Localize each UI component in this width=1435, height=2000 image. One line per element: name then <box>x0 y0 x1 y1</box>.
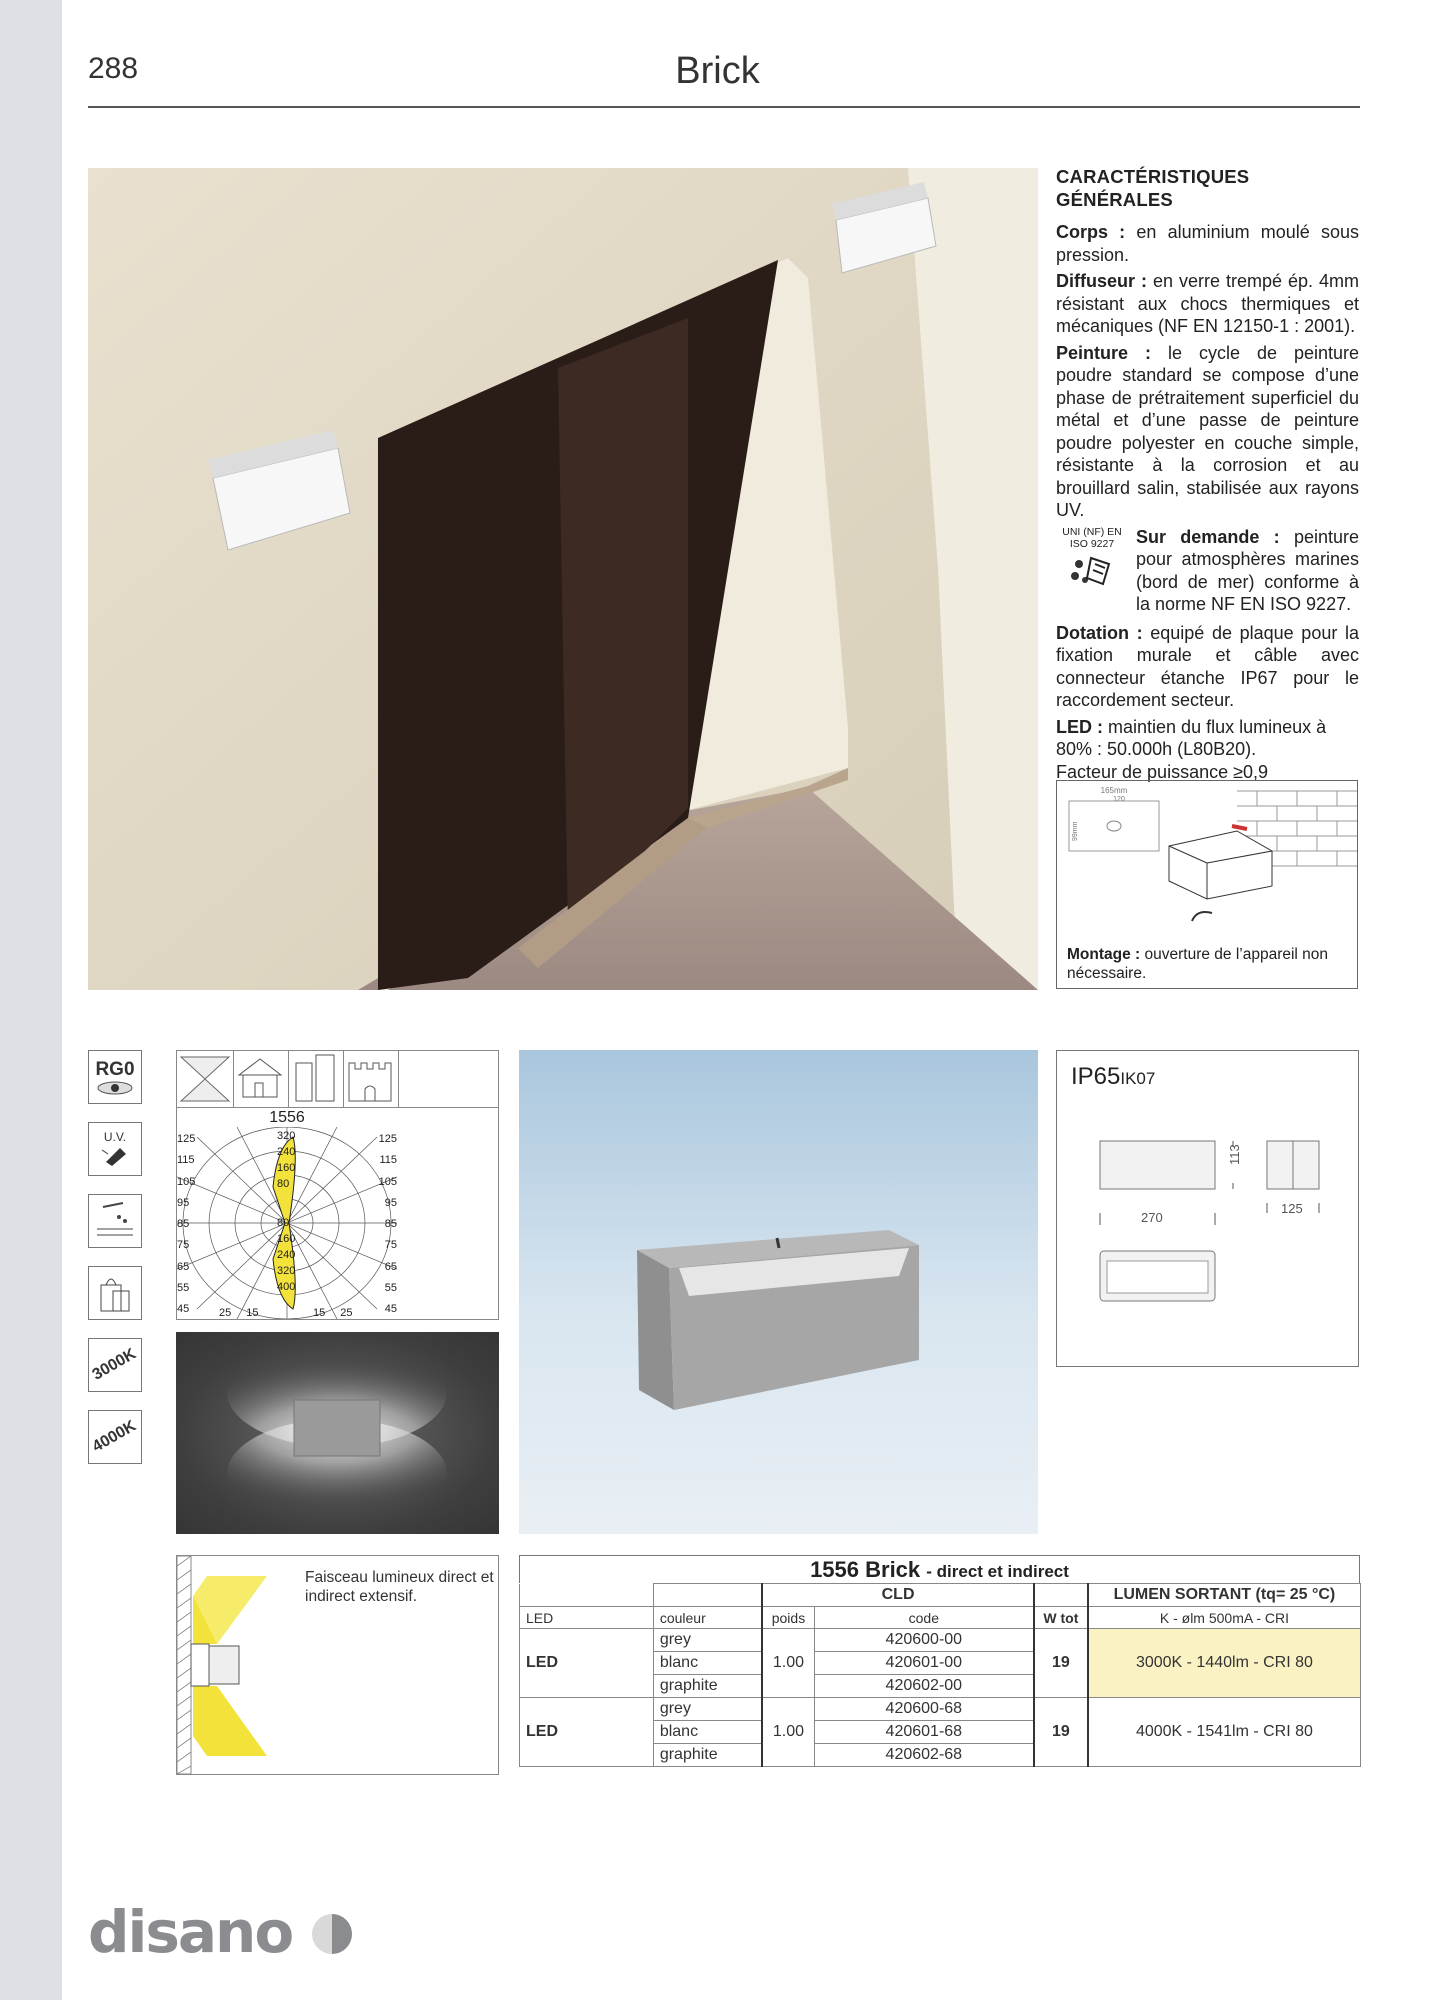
spec-corps-text: en aluminium moulé sous pression. <box>1056 222 1359 265</box>
rg0-label: RG0 <box>95 1059 135 1080</box>
beam-shape-cell <box>177 1051 234 1107</box>
row-lumen: 3000K - 1440lm - CRI 80 <box>1088 1629 1361 1698</box>
group-lumen: LUMEN SORTANT (tq= 25 °C) <box>1088 1584 1361 1607</box>
polar-angle-label: 115 <box>177 1154 195 1167</box>
uv-badge <box>88 1122 142 1176</box>
mounting-text: ouverture de l’appareil non nécessaire. <box>1067 946 1329 982</box>
table-column-header <box>520 1607 1361 1629</box>
col-couleur: couleur <box>653 1607 762 1629</box>
brand-logo-text: disano <box>88 1898 293 1966</box>
brand-logo-mark <box>310 1912 354 1956</box>
polar-angle-label: 25 <box>219 1307 247 1319</box>
polar-angle-label: 55 <box>177 1282 190 1295</box>
uni-iso-badge <box>1056 526 1128 616</box>
row-couleur: grey <box>653 1698 762 1721</box>
page-margin-band <box>0 0 62 2000</box>
mounting-caption <box>1067 945 1352 983</box>
spec-peinture-label: Peinture : <box>1056 342 1151 363</box>
castle-icon <box>343 1051 398 1107</box>
light-effect-photo <box>176 1332 499 1534</box>
polar-radius-label: 80 <box>277 1217 290 1229</box>
polar-angle-label: 55 <box>384 1282 397 1295</box>
spec-dotation-text: equipé de plaque pour la fixation murale et câble avec connecteur étanche IP67 pour le raccordement secteur. <box>1056 622 1359 710</box>
general-specs <box>1056 166 1359 787</box>
polar-radius-label: 80 <box>277 1178 290 1190</box>
row-poids: 1.00 <box>762 1698 814 1767</box>
specs-heading: CARACTÉRISTIQUES GÉNÉRALES <box>1056 166 1250 210</box>
uni-iso-label: UNI (NF) EN ISO 9227 <box>1062 525 1122 550</box>
page-number: 288 <box>88 52 139 85</box>
polar-radius-label: 320 <box>277 1265 296 1277</box>
spec-diffuseur <box>1056 270 1359 338</box>
ip-value: IP65 <box>1071 1063 1121 1090</box>
salt-spray-icon <box>1065 550 1119 590</box>
col-poids: poids <box>762 1607 814 1629</box>
dim-width: 270 <box>1141 1210 1163 1225</box>
spec-led-text: maintien du flux lumineux à 80% : 50.000h (L80B20). <box>1056 716 1327 759</box>
rg0-badge <box>88 1050 142 1104</box>
row-code: 420600-00 <box>814 1629 1034 1652</box>
polar-angle-label: 45 <box>177 1303 190 1316</box>
spec-diffuseur-text: en verre trempé ép. 4mm résistant aux chocs thermiques et mécaniques (NF EN 12150-1 : 2001). <box>1056 271 1359 336</box>
shopping-bag-icon <box>95 1271 135 1315</box>
uv-label: U.V. <box>103 1130 127 1144</box>
col-code: code <box>814 1607 1034 1629</box>
spec-dotation-label: Dotation : <box>1056 622 1143 643</box>
building-cell <box>288 1051 344 1107</box>
spec-peinture-text: le cycle de peinture poudre standard se compose d’une phase de prétraitement superficiel du métal et d’une passe de peinture poudre polyester en couche simple, résistante à la corrosion et au brouillard salin, stabilisée aux rayons UV. <box>1056 342 1360 520</box>
row-wtot: 19 <box>1034 1629 1088 1698</box>
col-wtot: W tot <box>1034 1607 1088 1629</box>
polar-angle-label: 105 <box>177 1175 196 1188</box>
spec-corps <box>1056 221 1359 266</box>
house-icon <box>233 1051 288 1107</box>
header-divider <box>88 106 1360 108</box>
polar-radius-label: 400 <box>277 1281 296 1293</box>
spec-dotation <box>1056 622 1359 712</box>
spec-sur-demande-text: peinture pour atmosphères marines (bord de mer) conforme à la norme NF EN ISO 9227. <box>1136 526 1359 614</box>
col-led: LED <box>520 1607 654 1629</box>
shopping-icon-box <box>88 1266 142 1320</box>
spec-sur-demande-label: Sur demande : <box>1136 526 1280 547</box>
polar-angle-label: 75 <box>177 1239 190 1252</box>
castle-cell <box>343 1051 399 1107</box>
mount-dim-width: 165mm <box>1100 786 1128 795</box>
mount-dim-inner: 120 <box>1113 796 1125 803</box>
polar-left-angles <box>177 1129 205 1321</box>
row-couleur: grey <box>653 1629 762 1652</box>
row-wtot: 19 <box>1034 1698 1088 1767</box>
polar-bottom-right-angles <box>313 1307 353 1319</box>
beam-shape-icon <box>177 1051 233 1107</box>
row-code: 420600-68 <box>814 1698 1034 1721</box>
product-table <box>519 1583 1361 1767</box>
table-row <box>520 1629 1361 1652</box>
polar-angle-label: 125 <box>177 1133 196 1145</box>
beam-description-text: Faisceau lumineux direct et indirect extensif. <box>305 1569 494 1605</box>
spec-corps-label: Corps : <box>1056 222 1126 242</box>
spec-diffuseur-label: Diffuseur : <box>1056 271 1147 291</box>
spec-facteur: Facteur de puissance ≥0,9 <box>1056 761 1269 782</box>
polar-angle-label: 85 <box>384 1218 397 1231</box>
polar-angle-label: 85 <box>177 1218 190 1231</box>
product-render <box>519 1050 1038 1534</box>
row-couleur: blanc <box>653 1652 762 1675</box>
spec-sur-demande-body <box>1136 526 1359 616</box>
polar-bottom-left-angles <box>219 1307 259 1319</box>
row-led: LED <box>520 1698 654 1767</box>
mounting-diagram <box>1056 780 1358 989</box>
polar-radius-label: 240 <box>277 1249 296 1261</box>
polar-upper-radii <box>277 1128 295 1192</box>
spec-led-label: LED : <box>1056 716 1103 737</box>
polar-angle-label: 115 <box>379 1154 397 1167</box>
row-led: LED <box>520 1629 654 1698</box>
k3000-label: 3000K <box>90 1345 140 1384</box>
row-code: 420601-68 <box>814 1721 1034 1744</box>
col-lumen: K - ølm 500mA - CRI <box>1088 1607 1361 1629</box>
color-temp-4000k-badge <box>88 1410 142 1464</box>
polar-angle-label: 125 <box>378 1133 397 1145</box>
polar-angle-label: 75 <box>384 1239 397 1252</box>
color-temp-3000k-badge <box>88 1338 142 1392</box>
ik-value: IK07 <box>1120 1069 1156 1088</box>
house-cell <box>233 1051 289 1107</box>
spec-sur-demande <box>1056 526 1359 616</box>
row-lumen: 4000K - 1541lm - CRI 80 <box>1088 1698 1361 1767</box>
photometric-model-number: 1556 <box>269 1109 305 1126</box>
rain-wall-icon <box>93 1199 137 1243</box>
polar-radius-label: 240 <box>277 1146 296 1158</box>
polar-angle-label: 65 <box>384 1260 397 1273</box>
page-title: Brick <box>675 50 760 92</box>
row-couleur: blanc <box>653 1721 762 1744</box>
table-title-model: 1556 Brick <box>810 1557 921 1582</box>
polar-angle-label: 15 <box>313 1307 341 1319</box>
table-group-header <box>520 1584 1361 1607</box>
mounting-label: Montage : <box>1067 946 1141 963</box>
brand-logo <box>88 1898 354 1966</box>
table-title-sub: - direct et indirect <box>926 1562 1069 1581</box>
row-code: 420602-68 <box>814 1744 1034 1767</box>
polar-angle-label: 25 <box>340 1307 353 1319</box>
polar-angle-label: 15 <box>246 1307 259 1319</box>
row-couleur: graphite <box>653 1744 762 1767</box>
spec-led <box>1056 716 1359 784</box>
table-title <box>519 1555 1360 1583</box>
table-row <box>520 1698 1361 1721</box>
eye-icon <box>96 1081 134 1095</box>
beam-description-panel <box>176 1555 499 1775</box>
row-code: 420601-00 <box>814 1652 1034 1675</box>
polar-radius-label: 320 <box>277 1130 296 1142</box>
row-poids: 1.00 <box>762 1629 814 1698</box>
building-icon <box>288 1051 343 1107</box>
polar-radius-label: 160 <box>277 1233 296 1245</box>
row-couleur: graphite <box>653 1675 762 1698</box>
polar-radius-label: 160 <box>277 1162 296 1174</box>
uv-paint-icon <box>100 1144 130 1168</box>
installation-photo <box>88 168 1038 990</box>
beam-side-diagram <box>177 1556 297 1774</box>
spec-peinture <box>1056 342 1359 522</box>
polar-right-angles <box>369 1129 397 1321</box>
dimensions-panel <box>1056 1050 1359 1367</box>
polar-lower-radii <box>277 1215 295 1295</box>
photometric-diagram <box>176 1050 499 1320</box>
environment-icons <box>177 1051 498 1108</box>
rain-icon-box <box>88 1194 142 1248</box>
polar-angle-label: 45 <box>384 1303 397 1316</box>
dim-height: 113 <box>1227 1144 1242 1165</box>
k4000-label: 4000K <box>90 1417 140 1456</box>
row-code: 420602-00 <box>814 1675 1034 1698</box>
polar-angle-label: 95 <box>177 1196 190 1209</box>
group-cld: CLD <box>762 1584 1034 1607</box>
mount-dim-height: 99mm <box>1072 821 1079 841</box>
dim-depth: 125 <box>1281 1201 1303 1216</box>
polar-angle-label: 95 <box>384 1196 397 1209</box>
dimension-drawings <box>1057 1051 1360 1368</box>
polar-angle-label: 65 <box>177 1260 190 1273</box>
mounting-illustration <box>1057 781 1357 941</box>
polar-angle-label: 105 <box>378 1175 397 1188</box>
